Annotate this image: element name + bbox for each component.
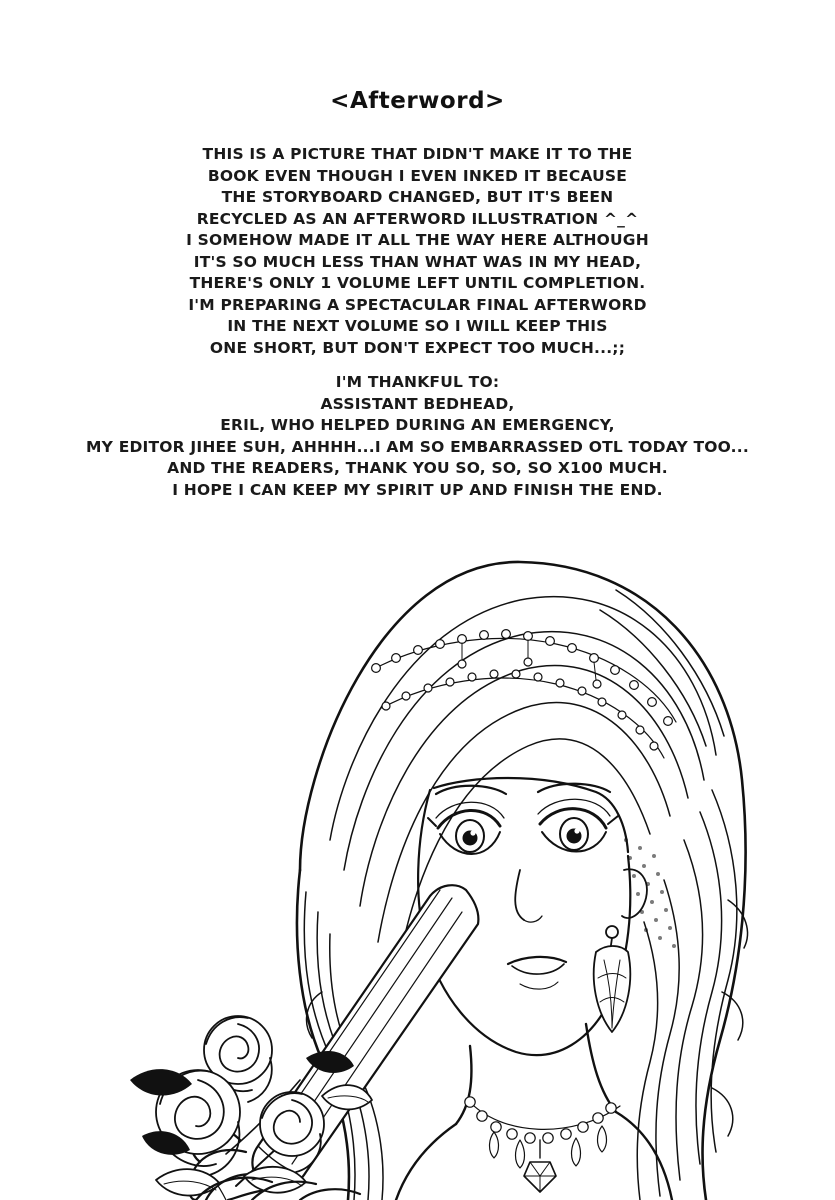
afterword-thanks-paragraph: [0, 372, 835, 480]
text-line: BOOK EVEN THOUGH I EVEN INKED IT BECAUSE: [207, 166, 628, 185]
text-line: ONE SHORT, BUT DON'T EXPECT TOO MUCH...;;: [209, 338, 626, 357]
pearl-necklace: [465, 1097, 620, 1192]
page-title: <Afterword>: [330, 88, 505, 114]
afterword-closing-paragraph: [0, 480, 835, 502]
text-line: I'M PREPARING A SPECTACULAR FINAL AFTERWORD: [188, 295, 647, 314]
text-line: AND THE READERS, THANK YOU SO, SO, SO X100 MUCH.: [167, 459, 668, 477]
text-line: I SOMEHOW MADE IT ALL THE WAY HERE ALTHOUGH: [186, 231, 649, 249]
text-line: ERIL, WHO HELPED DURING AN EMERGENCY,: [220, 416, 615, 434]
text-line: ASSISTANT BEDHEAD,: [320, 394, 515, 413]
text-line: RECYCLED AS AN AFTERWORD ILLUSTRATION ^_^: [196, 209, 639, 228]
text-line: I'M THANKFUL TO:: [335, 373, 500, 391]
text-line: THE STORYBOARD CHANGED, BUT IT'S BEEN: [221, 188, 614, 206]
hair-strands: [304, 590, 747, 1200]
text-line: MY EDITOR JIHEE SUH, AHHHH...I AM SO EMBARRASSED OTL TODAY TOO...: [86, 437, 749, 456]
afterword-main-paragraph: [0, 144, 835, 359]
text-line: THERE'S ONLY 1 VOLUME LEFT UNTIL COMPLETION.: [189, 274, 646, 292]
text-line: IT'S SO MUCH LESS THAN WHAT WAS IN MY HEAD,: [193, 252, 642, 271]
text-line: IN THE NEXT VOLUME SO I WILL KEEP THIS: [227, 317, 608, 335]
afterword-illustration: [0, 540, 835, 1200]
eyes: [428, 784, 618, 854]
text-line: THIS IS A PICTURE THAT DIDN'T MAKE IT TO THE: [202, 145, 633, 163]
text-line: I HOPE I CAN KEEP MY SPIRIT UP AND FINISH THE END.: [172, 481, 663, 499]
nose-and-mouth: [508, 870, 566, 989]
